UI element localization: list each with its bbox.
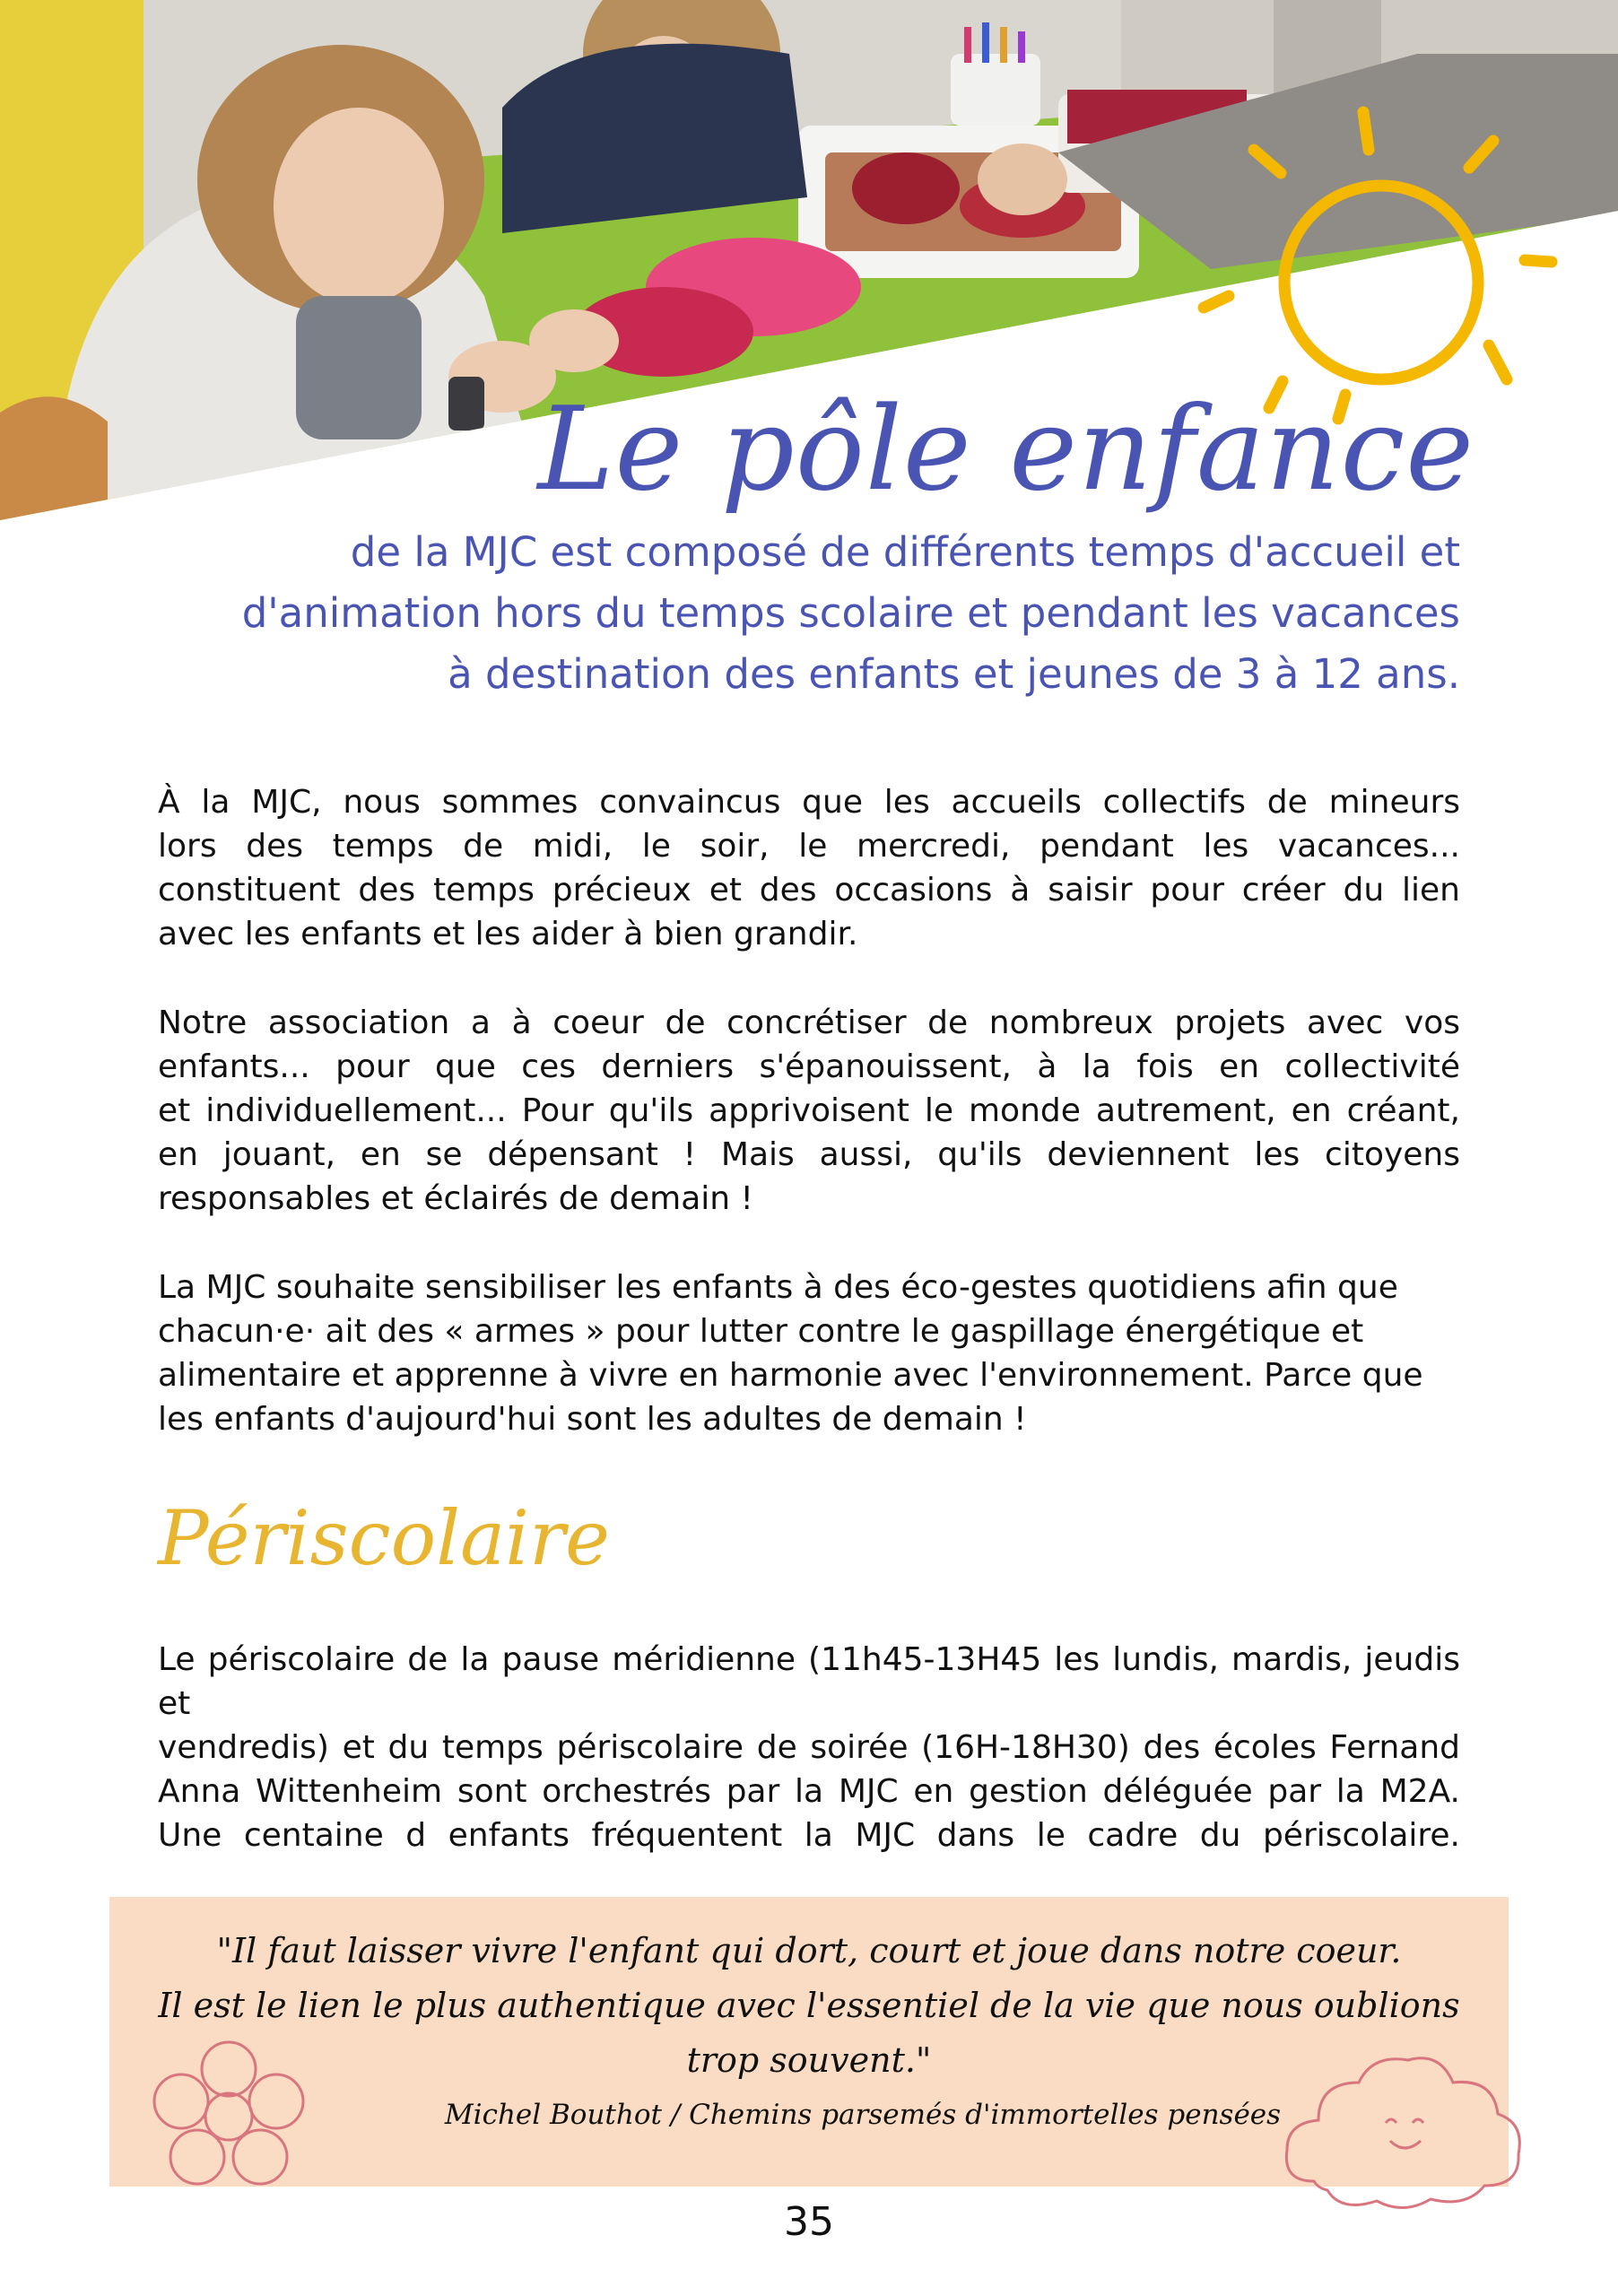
quote-line: "Il faut laisser vivre l'enfant qui dort, court et joue dans notre coeur.	[216, 1931, 1402, 1970]
paragraph-line: Une centaine d enfants fréquentent la MJC dans le cadre du périscolaire.	[158, 1817, 1460, 1854]
flower-doodle-icon	[144, 2040, 314, 2193]
paragraph-line: lors des temps de midi, le soir, le mercredi, pendant les vacances...	[158, 828, 1460, 865]
paragraph-line: À la MJC, nous sommes convaincus que les accueils collectifs de mineurs	[158, 784, 1460, 821]
quote-line: Il est le lien le plus authentique avec l'essentiel de la vie que nous oublions	[158, 1986, 1460, 2025]
paragraph-line: La MJC souhaite sensibiliser les enfants à des éco-gestes quotidiens afin que	[158, 1269, 1398, 1306]
page-subtitle	[135, 522, 1460, 705]
paragraph-line: les enfants d'aujourd'hui sont les adultes de demain !	[158, 1401, 1027, 1438]
subtitle-line: à destination des enfants et jeunes de 3 à 12 ans.	[448, 650, 1460, 698]
paragraph-line: et individuellement... Pour qu'ils apprivoisent le monde autrement, en créant,	[158, 1092, 1460, 1129]
quote-line: trop souvent."	[686, 2040, 932, 2080]
paragraph-line: vendredis) et du temps périscolaire de soirée (16H-18H30) des écoles Fernand	[158, 1729, 1460, 1766]
paragraph-eco-gestes	[158, 1265, 1460, 1441]
paragraph-line: constituent des temps précieux et des occasions à saisir pour créer du lien	[158, 872, 1460, 909]
paragraph-line: en jouant, en se dépensant ! Mais aussi, qu'ils deviennent les citoyens	[158, 1136, 1460, 1173]
section-title-periscolaire: Périscolaire	[158, 1494, 610, 1582]
subtitle-line: d'animation hors du temps scolaire et pendant les vacances	[241, 589, 1460, 637]
quote-author: Michel Bouthot / Chemins parsemés d'immortelles pensées	[444, 2099, 1282, 2131]
paragraph-line: enfants... pour que ces derniers s'épanouissent, à la fois en collectivité	[158, 1048, 1460, 1085]
page-title: Le pôle enfance	[537, 383, 1474, 517]
paragraph-line: Le périscolaire de la pause méridienne (11h45-13H45 les lundis, mardis, jeudis et	[158, 1641, 1460, 1722]
paragraph-intro	[158, 780, 1460, 956]
sun-icon	[1193, 85, 1570, 426]
paragraph-line: Notre association a à coeur de concrétiser de nombreux projets avec vos	[158, 1004, 1460, 1041]
subtitle-line: de la MJC est composé de différents temps d'accueil et	[350, 528, 1460, 576]
paragraph-line: Anna Wittenheim sont orchestrés par la MJC en gestion déléguée par la M2A.	[158, 1773, 1460, 1810]
page-number: 35	[784, 2199, 834, 2245]
paragraph-line: chacun·e· ait des « armes » pour lutter contre le gaspillage énergétique et	[158, 1313, 1364, 1350]
paragraph-periscolaire	[158, 1638, 1460, 1857]
paragraph-line: avec les enfants et les aider à bien grandir.	[158, 916, 858, 952]
paragraph-line: alimentaire et apprenne à vivre en harmonie avec l'environnement. Parce que	[158, 1357, 1423, 1394]
paragraph-line: responsables et éclairés de demain !	[158, 1180, 753, 1217]
paragraph-projects	[158, 1001, 1460, 1221]
smiling-cloud-icon	[1278, 2047, 1529, 2217]
